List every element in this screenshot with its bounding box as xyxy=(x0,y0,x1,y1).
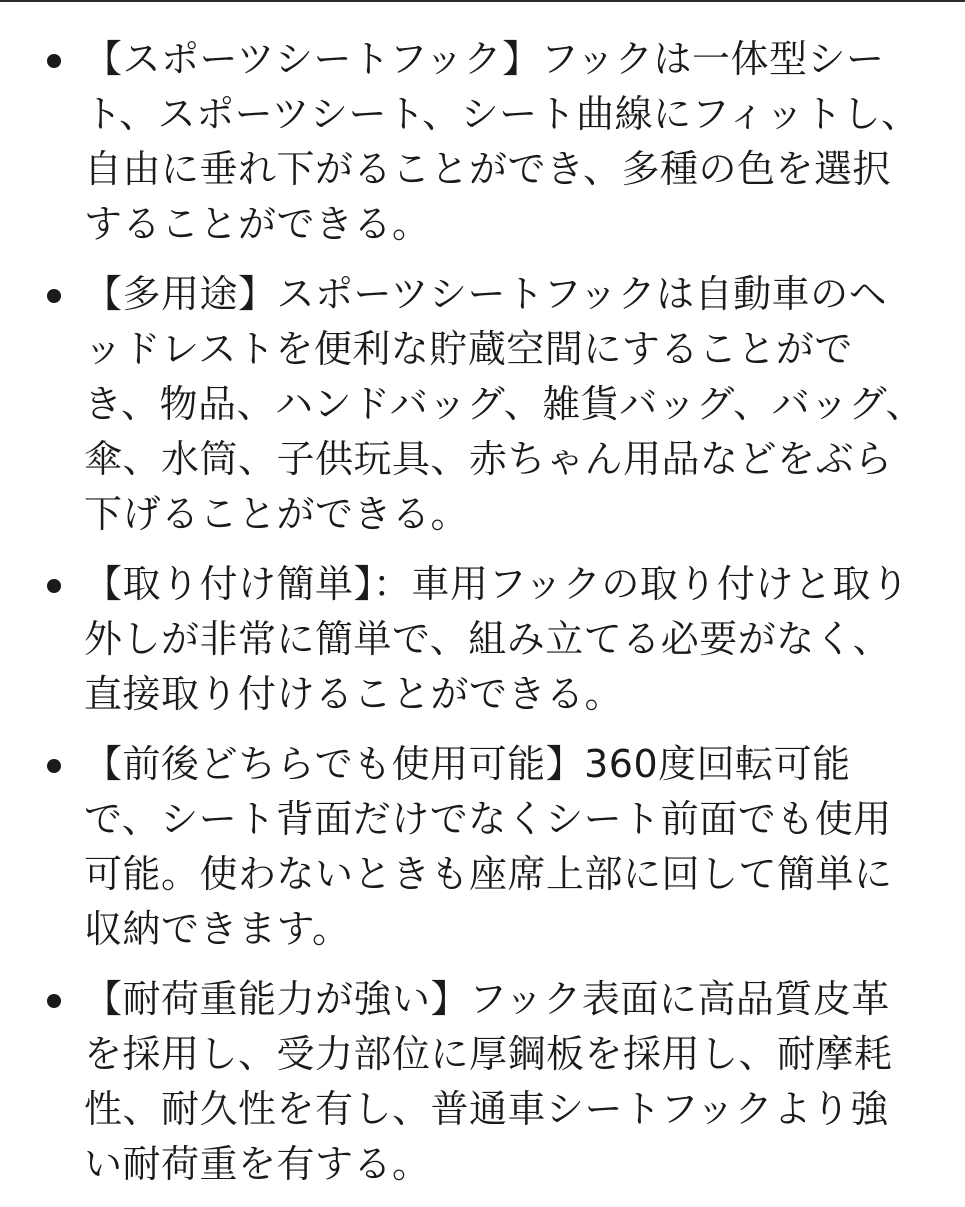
feature-text: 【取り付け簡単】：車用フックの取り付けと取り外しが非常に簡単で、組み立てる必要がなく、直接取り付けることができる。 xyxy=(84,562,910,716)
list-item xyxy=(0,972,965,1192)
feature-list xyxy=(0,32,965,1207)
bullet-icon xyxy=(47,759,61,773)
feature-text: 【多用途】スポーツシートフックは自動車のヘッドレストを便利な貯蔵空間にすることができ、物品、ハンドバッグ、雑貨バッグ、バッグ、傘、水筒、子供玩具、赤ちゃん用品などをぶら下げることができる。 xyxy=(84,272,925,536)
top-divider xyxy=(0,0,965,2)
list-item xyxy=(0,737,965,957)
feature-text: 【耐荷重能力が強い】フック表面に高品質皮革を採用し、受力部位に厚鋼板を採用し、耐摩耗性、耐久性を有し、普通車シートフックより強い耐荷重を有する。 xyxy=(84,977,893,1186)
bullet-icon xyxy=(47,54,61,68)
feature-text: 【前後どちらでも使用可能】360度回転可能で、シート背面だけでなくシート前面でも使用可能。使わないときも座席上部に回して簡単に収納できます。 xyxy=(84,742,893,951)
bullet-icon xyxy=(47,994,61,1008)
list-item xyxy=(0,267,965,542)
bullet-icon xyxy=(47,579,61,593)
list-item xyxy=(0,557,965,722)
list-item xyxy=(0,32,965,252)
bullet-icon xyxy=(47,289,61,303)
feature-text: 【スポーツシートフック】フックは一体型シート、スポーツシート、シート曲線にフィットし、自由に垂れ下がることができ、多種の色を選択することができる。 xyxy=(84,37,920,246)
